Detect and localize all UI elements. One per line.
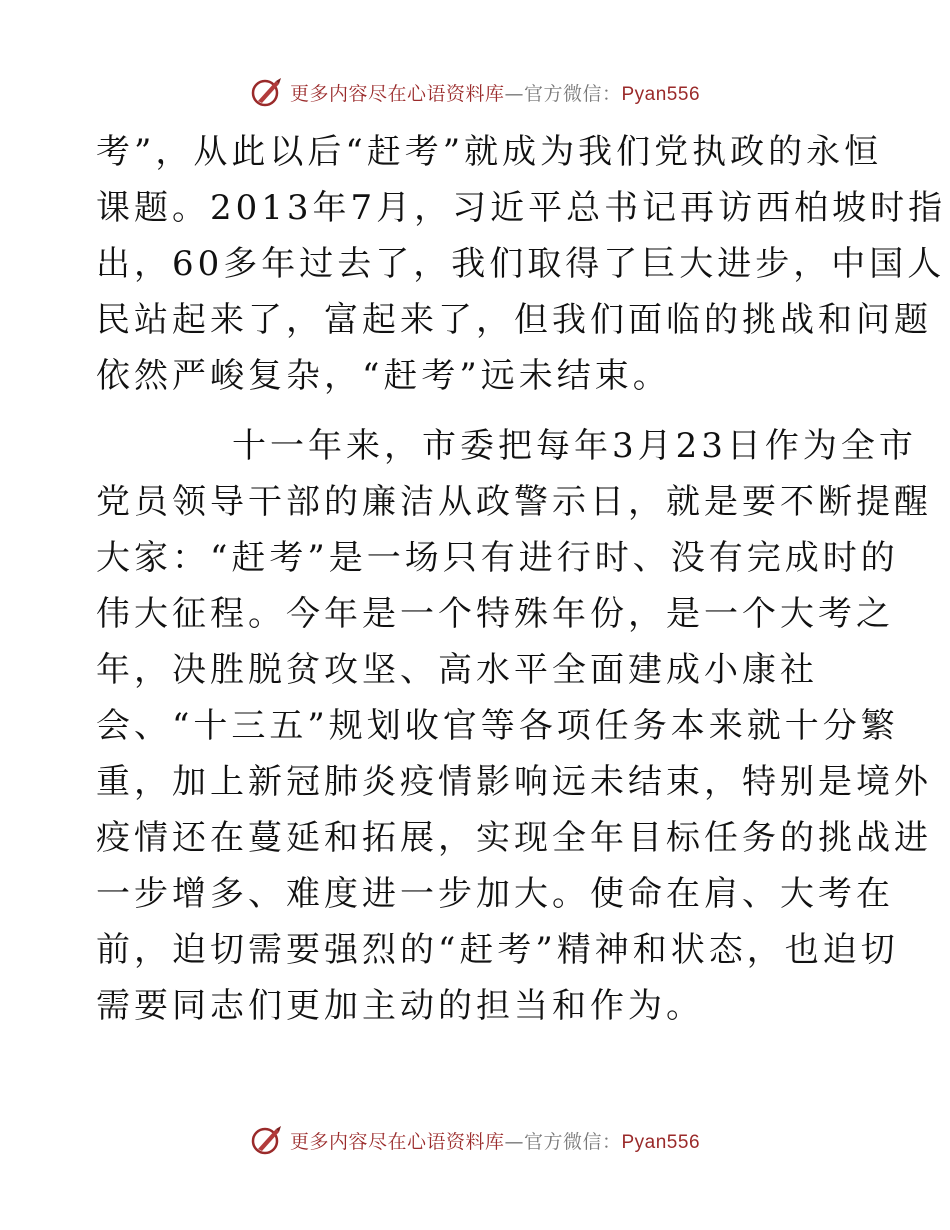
text-line: 大家：“赶考”是一场只有进行时、没有完成时的 <box>96 538 899 578</box>
text-line: 前，迫切需要强烈的“赶考”精神和状态，也迫切 <box>96 930 899 970</box>
text-line: 十一年来，市委把每年3月23日作为全市 <box>232 426 917 466</box>
text-line: 党员领导干部的廉洁从政警示日，就是要不断提醒 <box>96 482 932 522</box>
text-line: 课题。2013年7月，习近平总书记再访西柏坡时指 <box>96 188 947 228</box>
text-line: 出，60多年过去了，我们取得了巨大进步，中国人 <box>96 244 946 284</box>
document-body <box>96 124 947 1034</box>
header-watermark <box>0 72 950 112</box>
quill-logo-icon <box>250 75 284 109</box>
text-line: 会、“十三五”规划收官等各项任务本来就十分繁 <box>96 706 899 746</box>
watermark-text: 更多内容尽在心语资料库—官方微信：Pyan556 <box>289 1130 701 1153</box>
text-line: 重，加上新冠肺炎疫情影响远未结束，特别是境外 <box>96 762 932 802</box>
quill-logo-icon <box>250 1123 284 1157</box>
text-line: 一步增多、难度进一步加大。使命在肩、大考在 <box>96 874 894 914</box>
text-line: 需要同志们更加主动的担当和作为。 <box>96 986 704 1026</box>
paragraph-1 <box>96 124 947 404</box>
text-line: 疫情还在蔓延和拓展，实现全年目标任务的挑战进 <box>96 818 932 858</box>
text-line: 年，决胜脱贫攻坚、高水平全面建成小康社 <box>96 650 818 690</box>
watermark-text: 更多内容尽在心语资料库—官方微信：Pyan556 <box>289 82 701 105</box>
paragraph-2 <box>96 418 932 1034</box>
text-line: 民站起来了，富起来了，但我们面临的挑战和问题 <box>96 300 932 340</box>
text-line: 考”，从此以后“赶考”就成为我们党执政的永恒 <box>96 132 883 172</box>
text-line: 依然严峻复杂，“赶考”远未结束。 <box>96 356 671 396</box>
footer-watermark <box>0 1120 950 1160</box>
text-line: 伟大征程。今年是一个特殊年份，是一个大考之 <box>96 594 894 634</box>
